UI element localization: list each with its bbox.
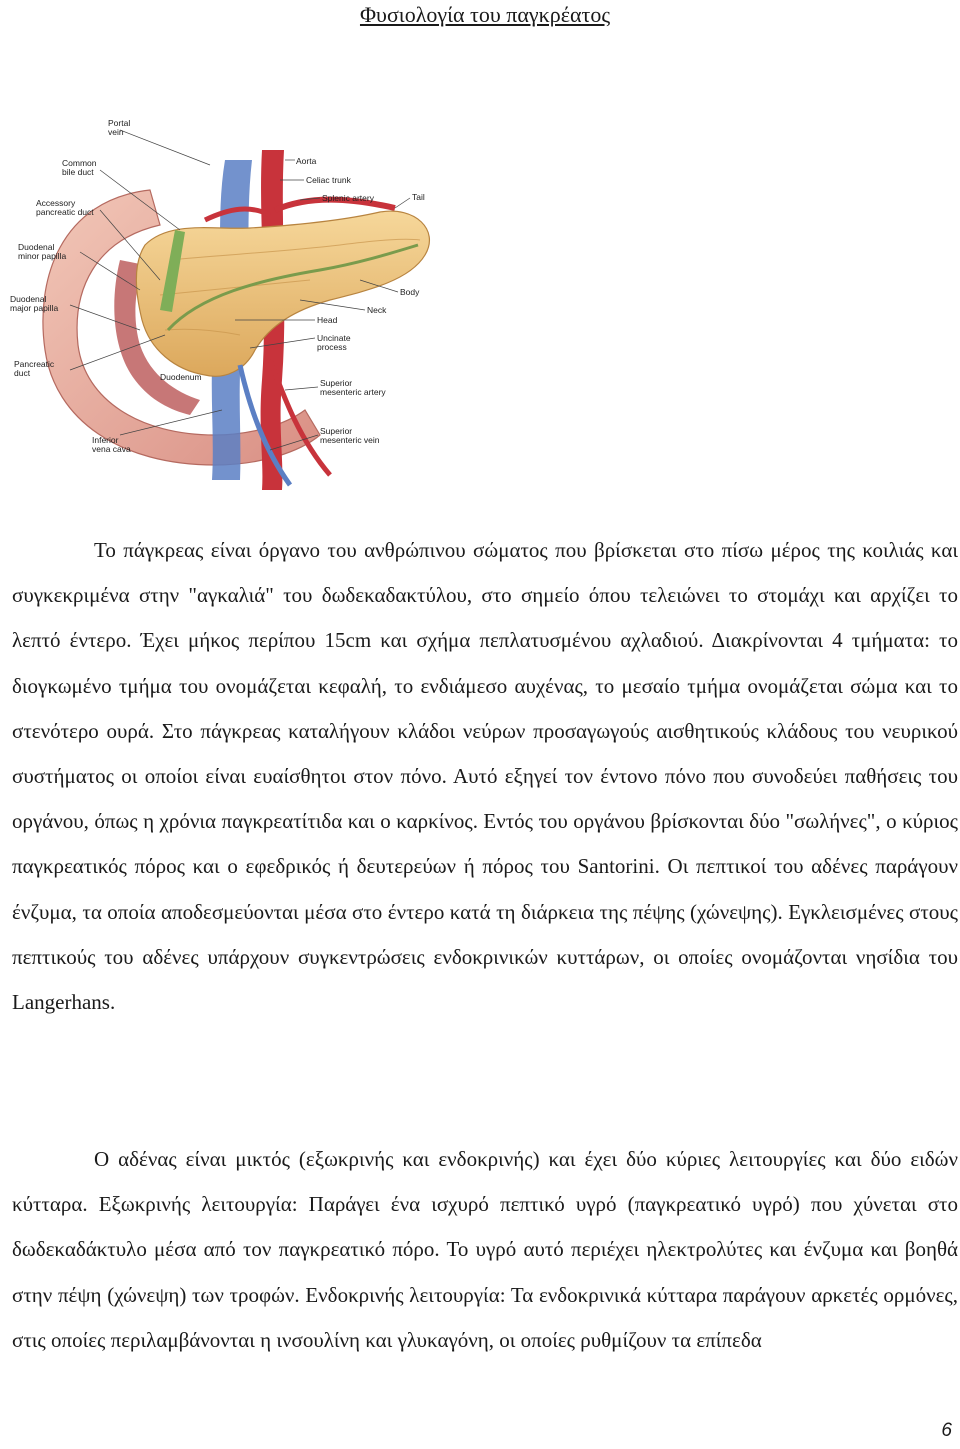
paragraph-text: Ο αδένας είναι μικτός (εξωκρινής και ενδοκρινής) και έχει δύο κύριες λειτουργίες και δύο ειδών κύτταρα. Εξωκρινής λειτουργία: Παράγει ένα ισχυρό πεπτικό υγρό (παγκρεατικό υγρό) που χύνεται στο δωδεκαδάκτυλο μέσα από τον παγκρεατικό πόρο. Το υγρό αυτό περιέχει ηλεκτρολύτες και ένζυμα και βοηθά στην πέψη (χώνεψη) των τροφών. Ενδοκρινής λειτουργία: Τα ενδοκρινικά κύτταρα παράγουν αρκετές ορμόνες, στις οποίες περιλαμβάνονται η ινσουλίνη και γλυκαγόνη, οι οποίες ρυθμίζουν τα επίπεδα: [12, 1147, 958, 1352]
svg-text:Superiormesenteric artery: Superior mesenteric artery: [320, 378, 386, 397]
page-number: 6: [941, 1420, 952, 1441]
svg-text:Portalvein: Portal vein: [108, 118, 131, 137]
page-title: Φυσιολογία του παγκρέατος: [359, 2, 611, 27]
pancreas-anatomy-figure: [0, 80, 470, 490]
svg-text:Neck: Neck: [367, 305, 387, 315]
svg-text:Aorta: Aorta: [296, 156, 317, 166]
svg-text:Superiormesenteric vein: Superior mesenteric vein: [320, 426, 380, 445]
pancreas-anatomy-illustration: [0, 80, 470, 490]
svg-text:Splenic artery: Splenic artery: [322, 193, 374, 203]
svg-text:Uncinateprocess: Uncinate process: [317, 333, 351, 352]
svg-text:Body: Body: [400, 287, 420, 297]
svg-text:Inferiorvena cava: Inferior vena cava: [92, 435, 131, 454]
svg-text:Duodenalmajor papilla: Duodenal major papilla: [10, 294, 59, 313]
svg-text:Celiac trunk: Celiac trunk: [306, 175, 351, 185]
svg-text:Accessorypancreatic duct: Accessory pancreatic duct: [36, 198, 94, 217]
body-paragraph-2: [12, 1137, 958, 1363]
body-paragraph-1: [12, 528, 958, 1025]
svg-text:Duodenum: Duodenum: [160, 372, 202, 382]
svg-text:Commonbile duct: Common bile duct: [62, 158, 97, 177]
svg-text:Duodenalminor papilla: Duodenal minor papilla: [18, 242, 67, 261]
svg-text:Head: Head: [317, 315, 338, 325]
paragraph-text: Το πάγκρεας είναι όργανο του ανθρώπινου σώματος που βρίσκεται στο πίσω μέρος της κοιλιάς και συγκεκριμένα στην "αγκαλιά" του δωδεκαδακτύλου, στο σημείο όπου τελειώνει το στομάχι και αρχίζει το λεπτό έντερο. Έχει μήκος περίπου 15cm και σχήμα πεπλατυσμένου αχλαδιού. Διακρίνονται 4 τμήματα: το διογκωμένο τμήμα του ονομάζεται κεφαλή, το ενδιάμεσο αυχένας, το μεσαίο τμήμα ονομάζεται σώμα και το στενότερο ουρά. Στο πάγκρεας καταλήγουν κλάδοι νεύρων προσαγωγούς αισθητικούς κλάδους του νευρικού συστήματος οι οποίοι είναι ευαίσθητοι στον πόνο. Αυτό εξηγεί τον έντονο πόνο που συνοδεύει παθήσεις του οργάνου, όπως η χρόνια παγκρεατίτιδα και ο καρκίνος. Εντός του οργάνου βρίσκονται δύο "σωλήνες", ο κύριος παγκρεατικός πόρος και ο εφεδρικός ή δευτερεύων ή πόρος του Santorini. Οι πεπτικοί του αδένες παράγουν ένζυμα, τα οποία αποδεσμεύονται μέσα στο έντερο κατά τη διάρκεια της πέψης (χώνεψης). Εγκλεισμένες στους πεπτικούς του αδένες υπάρχουν συγκεντρώσεις ενδοκρινικών κυττάρων, οι οποίες ονομάζονται νησίδια του Langerhans.: [12, 538, 958, 1015]
svg-text:Pancreaticduct: Pancreatic duct: [14, 359, 55, 378]
svg-text:Tail: Tail: [412, 192, 425, 202]
